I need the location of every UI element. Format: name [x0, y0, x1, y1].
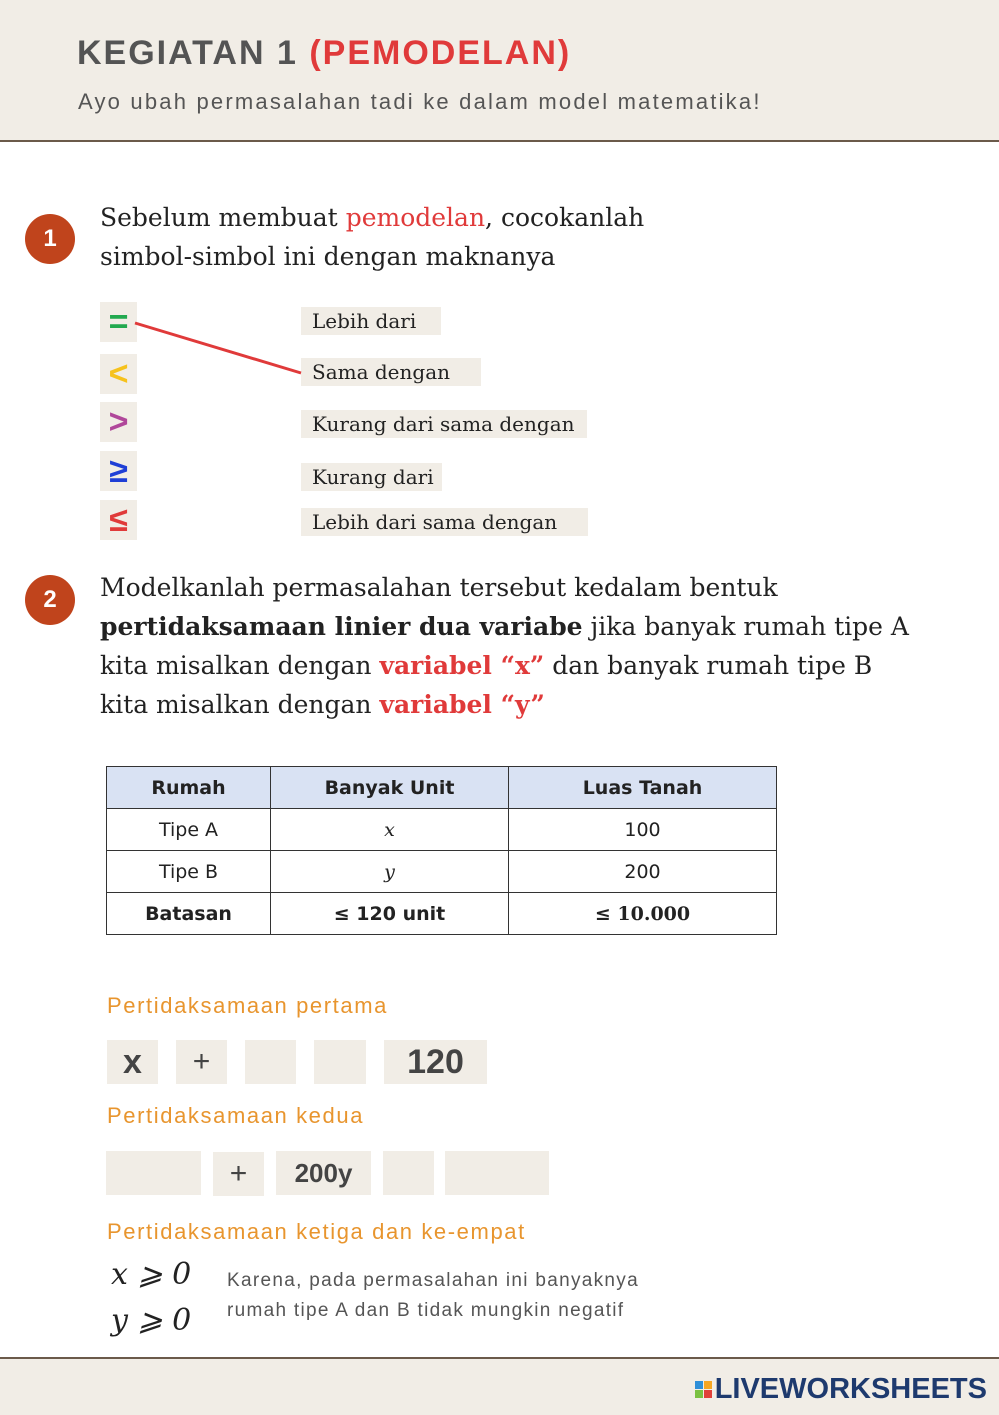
table-header: Rumah — [107, 767, 271, 809]
meaning-kurang-dari-sama-dengan[interactable]: Kurang dari sama dengan — [301, 410, 587, 438]
ineq-1-box-x: x — [107, 1040, 158, 1084]
ineq-1-sign-input[interactable] — [314, 1040, 366, 1084]
table-row — [107, 893, 777, 935]
table-cell: Tipe B — [107, 851, 271, 893]
ineq-2-box-plus: + — [213, 1152, 264, 1196]
ineq-2-sign-input[interactable] — [383, 1151, 434, 1195]
table-cell: ≤ 120 unit — [271, 893, 509, 935]
ineq-2-label: Pertidaksamaan kedua — [107, 1103, 365, 1128]
table-header: Banyak Unit — [271, 767, 509, 809]
data-table — [106, 766, 777, 935]
table-cell: Batasan — [107, 893, 271, 935]
ineq-1-answer-input[interactable] — [245, 1040, 296, 1084]
symbol-equal[interactable]: = — [100, 302, 137, 342]
symbol-less-equal[interactable]: ≤ — [100, 500, 137, 540]
table-cell: 200 — [509, 851, 777, 893]
ineq-3-expression: x ⩾ 0 — [111, 1257, 192, 1292]
logo-text: LIVEWORKSHEETS — [714, 1373, 987, 1405]
title-accent: (PEMODELAN) — [309, 34, 572, 72]
ineq-2-term-input[interactable] — [106, 1151, 201, 1195]
ineq-1-box-120: 120 — [384, 1040, 487, 1084]
step-1-badge: 1 — [25, 214, 75, 264]
ineq-4-expression: y ⩾ 0 — [111, 1303, 192, 1338]
meaning-kurang-dari[interactable]: Kurang dari — [301, 463, 442, 491]
page-title: KEGIATAN 1 (PEMODELAN) — [77, 34, 572, 72]
page-subtitle: Ayo ubah permasalahan tadi ke dalam model matematika! — [78, 89, 762, 114]
table-row — [107, 851, 777, 893]
table-header-row — [107, 767, 777, 809]
table-row — [107, 809, 777, 851]
symbol-greater-equal[interactable]: ≥ — [100, 451, 137, 491]
table-header: Luas Tanah — [509, 767, 777, 809]
table-cell: x — [271, 809, 509, 851]
table-cell: y — [271, 851, 509, 893]
table-cell: 100 — [509, 809, 777, 851]
ineq-1-box-plus: + — [176, 1040, 227, 1084]
meaning-lebih-dari-sama-dengan[interactable]: Lebih dari sama dengan — [301, 508, 588, 536]
symbol-less-than[interactable]: < — [100, 354, 137, 394]
ineq-34-label: Pertidaksamaan ketiga dan ke-empat — [107, 1219, 526, 1244]
table-cell: ≤ 10.000 — [509, 893, 777, 935]
ineq-2-value-input[interactable] — [445, 1151, 549, 1195]
table-cell: Tipe A — [107, 809, 271, 851]
ineq-note-line-2: rumah tipe A dan B tidak mungkin negatif — [227, 1300, 625, 1321]
logo-grid-icon — [695, 1381, 712, 1398]
liveworksheets-logo[interactable] — [695, 1373, 987, 1406]
step-1-instruction: Sebelum membuat pemodelan, cocokanlah simbol-simbol ini dengan maknanya — [100, 203, 645, 271]
step-2-instruction: Modelkanlah permasalahan tersebut kedalam bentuk pertidaksamaan linier dua variabe jika banyak rumah tipe A kita misalkan dengan variabel “x” dan banyak rumah tipe B kita misalkan dengan variabel “y” — [100, 573, 909, 719]
step-2-badge: 2 — [25, 575, 75, 625]
ineq-1-label: Pertidaksamaan pertama — [107, 993, 388, 1018]
meaning-sama-dengan[interactable]: Sama dengan — [301, 358, 481, 386]
symbol-greater-than[interactable]: > — [100, 402, 137, 442]
ineq-2-box-200y: 200y — [276, 1151, 371, 1195]
meaning-lebih-dari[interactable]: Lebih dari — [301, 307, 441, 335]
ineq-note-line-1: Karena, pada permasalahan ini banyaknya — [227, 1270, 639, 1291]
